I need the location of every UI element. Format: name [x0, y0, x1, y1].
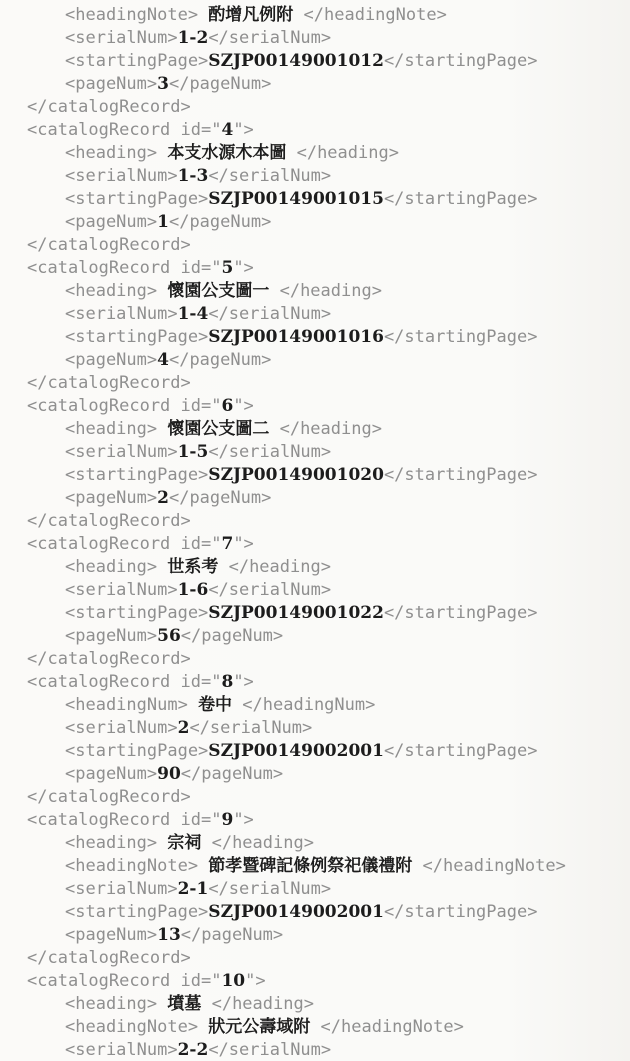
xml-line: [0, 717, 630, 740]
xml-line: [0, 188, 630, 211]
xml-value: SZJP00149001016: [208, 327, 384, 347]
xml-tag: <pageNum>: [65, 626, 158, 646]
xml-tag: </catalogRecord>: [27, 373, 191, 393]
xml-value: 4: [221, 120, 234, 140]
xml-tag: <headingNote>: [65, 1017, 209, 1037]
xml-line: [0, 119, 630, 142]
xml-tag: <headingNote>: [65, 5, 209, 25]
xml-tag: </startingPage>: [383, 465, 538, 485]
xml-tag: </pageNum>: [168, 74, 272, 94]
xml-value: 墳墓: [167, 994, 202, 1014]
xml-tag: </pageNum>: [168, 488, 272, 508]
xml-value: 2: [157, 488, 169, 508]
xml-tag: <catalogRecord id=": [27, 120, 222, 140]
xml-line: [0, 1016, 630, 1039]
xml-tag: <heading>: [65, 833, 168, 853]
xml-value: 本支水源木本圖: [167, 143, 287, 163]
xml-line: [0, 763, 630, 786]
xml-line: [0, 924, 630, 947]
xml-line: [0, 602, 630, 625]
xml-tag: <catalogRecord id=": [27, 258, 222, 278]
xml-tag: ">: [233, 672, 254, 692]
xml-value: 3: [157, 74, 169, 94]
xml-line: [0, 142, 630, 165]
xml-tag: </heading>: [286, 143, 399, 163]
xml-tag: <serialNum>: [65, 28, 178, 48]
xml-line: [0, 947, 630, 970]
xml-tag: <serialNum>: [65, 166, 178, 186]
xml-tag: ">: [233, 534, 254, 554]
xml-line: [0, 510, 630, 533]
xml-line: [0, 855, 630, 878]
xml-tag: <pageNum>: [65, 488, 158, 508]
xml-tag: </serialNum>: [208, 580, 332, 600]
xml-tag: </heading>: [269, 281, 382, 301]
xml-tag: </pageNum>: [180, 764, 284, 784]
xml-line: [0, 1039, 630, 1061]
xml-tag: <heading>: [65, 557, 168, 577]
xml-tag: <heading>: [65, 143, 168, 163]
xml-value: 7: [221, 534, 234, 554]
xml-line: [0, 257, 630, 280]
xml-tag: <catalogRecord id=": [27, 672, 222, 692]
xml-tag: <startingPage>: [65, 189, 209, 209]
xml-line: [0, 418, 630, 441]
xml-tag: <startingPage>: [65, 327, 209, 347]
xml-line: [0, 901, 630, 924]
xml-tag: <heading>: [65, 994, 168, 1014]
xml-value: 2: [177, 718, 190, 738]
xml-line: [0, 303, 630, 326]
xml-line: [0, 671, 630, 694]
xml-value: 1-2: [177, 28, 209, 48]
xml-tag: <headingNote>: [65, 856, 209, 876]
xml-value: SZJP00149002001: [208, 902, 384, 922]
xml-tag: <serialNum>: [65, 580, 178, 600]
xml-tag: </headingNote>: [310, 1017, 464, 1037]
xml-tag: </headingNote>: [412, 856, 566, 876]
xml-value: 2-1: [177, 879, 209, 899]
xml-value: 2-2: [177, 1040, 209, 1060]
xml-tag: </catalogRecord>: [27, 787, 191, 807]
xml-tag: <catalogRecord id=": [27, 971, 222, 991]
xml-tag: <heading>: [65, 419, 168, 439]
xml-line: [0, 372, 630, 395]
xml-tag: <serialNum>: [65, 1040, 178, 1060]
xml-value: 節孝暨碑記條例祭祀儀禮附: [208, 856, 413, 876]
xml-line: [0, 579, 630, 602]
xml-tag: <startingPage>: [65, 603, 209, 623]
xml-tag: <serialNum>: [65, 879, 178, 899]
xml-tag: </heading>: [218, 557, 331, 577]
xml-line: [0, 648, 630, 671]
xml-value: 1-6: [177, 580, 209, 600]
xml-line: [0, 395, 630, 418]
xml-value: 56: [157, 626, 181, 646]
xml-value: SZJP00149001015: [208, 189, 384, 209]
xml-line: [0, 556, 630, 579]
xml-tag: </serialNum>: [208, 28, 332, 48]
xml-tag: </headingNum>: [232, 695, 376, 715]
xml-line: [0, 4, 630, 27]
xml-tag: <startingPage>: [65, 741, 209, 761]
xml-line: [0, 349, 630, 372]
xml-tag: </catalogRecord>: [27, 511, 191, 531]
xml-value: 90: [157, 764, 181, 784]
xml-line: [0, 878, 630, 901]
xml-tag: <serialNum>: [65, 442, 178, 462]
xml-tag: </startingPage>: [383, 741, 538, 761]
xml-value: SZJP00149001022: [208, 603, 384, 623]
xml-line: [0, 326, 630, 349]
xml-tag: <pageNum>: [65, 925, 158, 945]
xml-tag: </pageNum>: [168, 212, 272, 232]
xml-line: [0, 96, 630, 119]
xml-value: 懷園公支圖二: [167, 419, 270, 439]
xml-value: 10: [221, 971, 246, 991]
xml-tag: ">: [233, 258, 254, 278]
xml-line: [0, 625, 630, 648]
xml-line: [0, 50, 630, 73]
xml-tag: <pageNum>: [65, 212, 158, 232]
xml-tag: </headingNote>: [293, 5, 447, 25]
xml-tag: ">: [233, 810, 254, 830]
xml-value: 酌增凡例附: [208, 5, 294, 25]
xml-tag: ">: [233, 396, 254, 416]
xml-value: 6: [221, 396, 234, 416]
xml-value: SZJP00149001012: [208, 51, 384, 71]
xml-value: 4: [157, 350, 169, 370]
xml-value: 1: [157, 212, 169, 232]
xml-tag: <catalogRecord id=": [27, 396, 222, 416]
xml-tag: </startingPage>: [383, 51, 538, 71]
xml-tag: </catalogRecord>: [27, 235, 191, 255]
xml-tag: </pageNum>: [168, 350, 272, 370]
xml-line: [0, 786, 630, 809]
xml-tag: ">: [233, 120, 254, 140]
xml-tag: <startingPage>: [65, 51, 209, 71]
xml-tag: <catalogRecord id=": [27, 810, 222, 830]
xml-value: SZJP00149002001: [208, 741, 384, 761]
xml-line: [0, 441, 630, 464]
xml-line: [0, 809, 630, 832]
xml-line: [0, 464, 630, 487]
xml-tag: </catalogRecord>: [27, 97, 191, 117]
xml-line: [0, 487, 630, 510]
xml-value: 5: [221, 258, 234, 278]
xml-tag: <pageNum>: [65, 74, 158, 94]
xml-tag: <startingPage>: [65, 465, 209, 485]
xml-tag: <serialNum>: [65, 304, 178, 324]
xml-tag: <startingPage>: [65, 902, 209, 922]
xml-value: 卷中: [198, 695, 233, 715]
xml-tag: </startingPage>: [383, 902, 538, 922]
xml-tag: </pageNum>: [180, 925, 284, 945]
xml-tag: <headingNum>: [65, 695, 199, 715]
xml-value: SZJP00149001020: [208, 465, 384, 485]
xml-tag: </pageNum>: [180, 626, 284, 646]
xml-tag: </serialNum>: [189, 718, 313, 738]
xml-value: 1-5: [177, 442, 209, 462]
xml-line: [0, 694, 630, 717]
xml-tag: </serialNum>: [208, 166, 332, 186]
xml-value: 8: [221, 672, 234, 692]
xml-tag: </serialNum>: [208, 879, 332, 899]
xml-line: [0, 165, 630, 188]
xml-line: [0, 280, 630, 303]
xml-line: [0, 533, 630, 556]
xml-tag: </serialNum>: [208, 1040, 332, 1060]
xml-value: 宗祠: [167, 833, 202, 853]
xml-tag: </startingPage>: [383, 189, 538, 209]
xml-value: 世系考: [167, 557, 219, 577]
xml-line: [0, 73, 630, 96]
xml-line: [0, 993, 630, 1016]
xml-line: [0, 27, 630, 50]
xml-tag: <catalogRecord id=": [27, 534, 222, 554]
xml-value: 13: [157, 925, 181, 945]
xml-value: 1-4: [177, 304, 209, 324]
xml-line: [0, 740, 630, 763]
xml-tag: </heading>: [269, 419, 382, 439]
xml-line: [0, 970, 630, 993]
xml-value: 1-3: [177, 166, 209, 186]
xml-tag: ">: [245, 971, 266, 991]
xml-value: 懷園公支圖一: [167, 281, 270, 301]
xml-tag: </catalogRecord>: [27, 649, 191, 669]
xml-value: 狀元公壽域附: [208, 1017, 311, 1037]
xml-value: 9: [221, 810, 234, 830]
xml-tag: </serialNum>: [208, 304, 332, 324]
xml-tag: </heading>: [201, 994, 314, 1014]
xml-tag: <heading>: [65, 281, 168, 301]
xml-line: [0, 832, 630, 855]
xml-tag: </heading>: [201, 833, 314, 853]
xml-tag: </serialNum>: [208, 442, 332, 462]
xml-tag: </catalogRecord>: [27, 948, 191, 968]
xml-tag: </startingPage>: [383, 327, 538, 347]
xml-tag: <pageNum>: [65, 764, 158, 784]
xml-line: [0, 211, 630, 234]
xml-tag: </startingPage>: [383, 603, 538, 623]
xml-tag: <serialNum>: [65, 718, 178, 738]
xml-line: [0, 234, 630, 257]
xml-tag: <pageNum>: [65, 350, 158, 370]
